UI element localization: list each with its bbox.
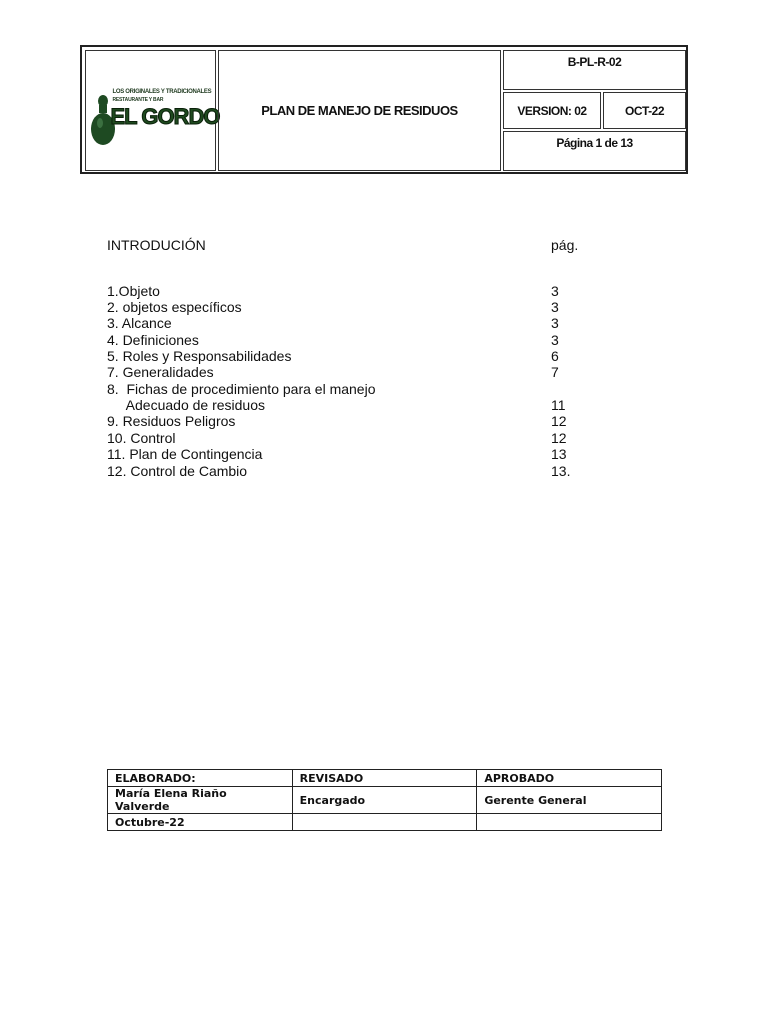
company-logo <box>91 71 220 151</box>
toc-item-page: 3 <box>551 315 559 331</box>
toc-item-label: 5. Roles y Responsabilidades <box>107 348 292 364</box>
document-code: B-PL-R-02 <box>503 50 686 90</box>
toc-item-page: 3 <box>551 299 559 315</box>
toc-item-label: 10. Control <box>107 430 176 446</box>
toc-item-label: 2. objetos específicos <box>107 299 242 315</box>
toc-item-label: 3. Alcance <box>107 315 172 331</box>
toc-item-page: 12 <box>551 413 567 429</box>
toc-item-label: 1.Objeto <box>107 283 160 299</box>
logo-subtagline: RESTAURANTE Y BAR <box>112 96 164 103</box>
approval-names-row <box>108 787 662 814</box>
document-date: OCT-22 <box>603 92 686 129</box>
elaborado-date: Octubre-22 <box>108 814 293 831</box>
revisado-name: Encargado <box>292 787 477 814</box>
toc-item-label: 11. Plan de Contingencia <box>107 446 263 462</box>
toc-item-page: 3 <box>551 283 559 299</box>
toc-item-page: 3 <box>551 332 559 348</box>
toc-item-label: Adecuado de residuos <box>107 397 265 413</box>
approval-dates-row <box>108 814 662 831</box>
aprobado-header: APROBADO <box>477 770 662 787</box>
toc-item-page: 13 <box>551 446 567 462</box>
logo-name: EL GORDO <box>110 103 220 129</box>
toc-item-page: 12 <box>551 430 567 446</box>
toc-item-label: 12. Control de Cambio <box>107 463 248 479</box>
toc-item-label: 8. Fichas de procedimiento para el manejo <box>107 381 376 397</box>
toc-page-heading: pág. <box>551 237 579 253</box>
logo-tagline: LOS ORIGINALES Y TRADICIONALES <box>112 88 212 95</box>
toc-item-page: 7 <box>551 364 559 380</box>
toc-item-page: 13. <box>551 463 571 479</box>
aprobado-date <box>477 814 662 831</box>
toc-item-page: 11 <box>551 397 566 413</box>
approval-table <box>107 769 662 831</box>
toc-item-label: 7. Generalidades <box>107 364 214 380</box>
toc-heading: INTRODUCIÓN <box>107 237 206 253</box>
revisado-date <box>292 814 477 831</box>
toc-item-label: 4. Definiciones <box>107 332 199 348</box>
document-title: PLAN DE MANEJO DE RESIDUOS <box>218 50 501 171</box>
aprobado-name: Gerente General <box>477 787 662 814</box>
toc-item-label: 9. Residuos Peligros <box>107 413 236 429</box>
approval-header-row <box>108 770 662 787</box>
toc-item-page: 6 <box>551 348 559 364</box>
elaborado-header: ELABORADO: <box>108 770 293 787</box>
document-header <box>80 45 688 174</box>
document-version: VERSION: 02 <box>503 92 601 129</box>
revisado-header: REVISADO <box>292 770 477 787</box>
elaborado-name: María Elena Riaño Valverde <box>108 787 293 814</box>
page-number: Página 1 de 13 <box>503 131 686 171</box>
logo-cell <box>85 50 220 171</box>
